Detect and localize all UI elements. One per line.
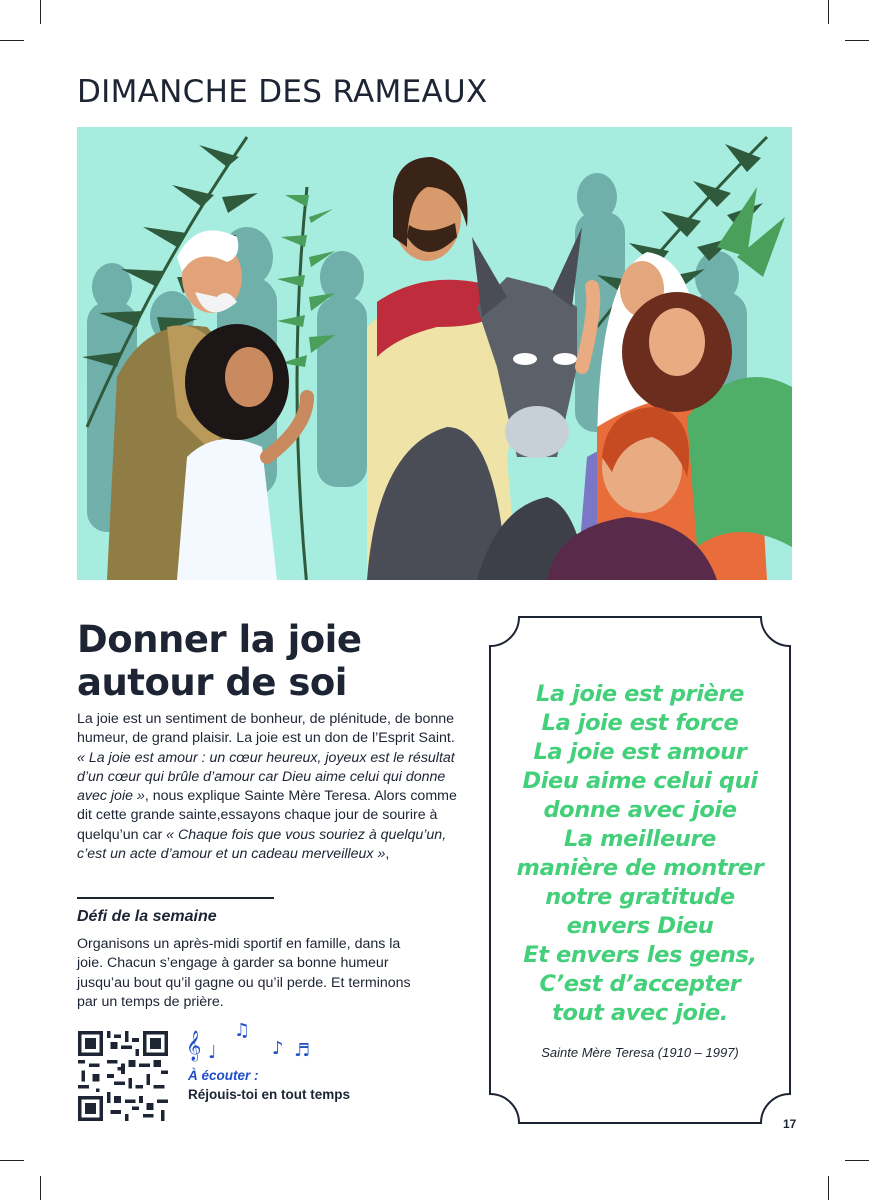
crop-mark [0, 40, 24, 41]
poem-line: tout avec joie. [552, 1000, 728, 1026]
svg-text:♫: ♫ [234, 1020, 251, 1041]
article-quote-1: « La joie est amour : un cœur heureux, joyeux est le résultat d’un cœur qui brûle d’amour car Dieu aime celui qui donne avec joie » [77, 749, 455, 805]
svg-text:♪: ♪ [272, 1038, 284, 1059]
section-divider [77, 897, 274, 899]
poem [500, 680, 780, 1028]
crop-mark [828, 0, 829, 24]
poem-line: La meilleure [563, 826, 717, 852]
crop-mark [845, 40, 869, 41]
poem-attribution: Sainte Mère Teresa (1910 – 1997) [541, 1045, 739, 1060]
crop-mark [845, 1160, 869, 1161]
article-quote-2: « Chaque fois que vous souriez à quelqu’un, c’est un acte d’amour et un cadeau merveilleux » [77, 826, 447, 863]
article-intro-3: , [385, 846, 390, 863]
article-body [77, 710, 457, 864]
listen-label: À écouter : [188, 1068, 259, 1083]
poem-line: C’est d’accepter [539, 971, 741, 997]
poem-line: donne avec joie [543, 797, 737, 823]
poem-line: La joie est force [541, 710, 739, 736]
poem-line: Et envers les gens, [523, 942, 757, 968]
svg-text:𝄞: 𝄞 [186, 1031, 202, 1061]
poem-line: La joie est prière [536, 681, 744, 707]
poem-line: La joie est amour [533, 739, 747, 765]
crop-mark [0, 1160, 24, 1161]
article-title: Donner la joie autour de soi [77, 618, 362, 704]
poem-line: envers Dieu [566, 913, 714, 939]
challenge-text: Organisons un après-midi sportif en famille, dans la joie. Chacun s’engage à garder sa bonne humeur jusqu’au bout qu’il gagne ou qu’il perde. Et terminons par un temps de prière. [77, 936, 411, 1010]
svg-text:♩: ♩ [208, 1042, 217, 1063]
challenge-heading: Défi de la semaine [77, 908, 217, 925]
music-notes-icon [184, 1018, 324, 1063]
palm-sunday-illustration [77, 127, 792, 580]
page-number: 17 [783, 1117, 797, 1131]
crop-mark [40, 1176, 41, 1200]
listen-song-title[interactable]: Réjouis-toi en tout temps [188, 1087, 350, 1102]
page-title: DIMANCHE DES RAMEAUX [77, 74, 488, 110]
article-intro-2: , nous explique Sainte Mère Teresa. Alors comme dit cette grande sainte,essayons chaque jour de sourire à quelqu’un car [77, 788, 457, 843]
crop-mark [40, 0, 41, 24]
poem-line: Dieu aime celui qui [522, 768, 758, 794]
poem-line: notre gratitude [545, 884, 735, 910]
svg-text:♬: ♬ [294, 1040, 311, 1061]
poem-line: manière de montrer [516, 855, 764, 881]
qr-code-icon[interactable] [78, 1031, 168, 1121]
article-intro-1: La joie est un sentiment de bonheur, de plénitude, de bonne humeur, de grand plaisir. La joie est un don de l’Esprit Saint. [77, 711, 455, 747]
crop-mark [828, 1176, 829, 1200]
